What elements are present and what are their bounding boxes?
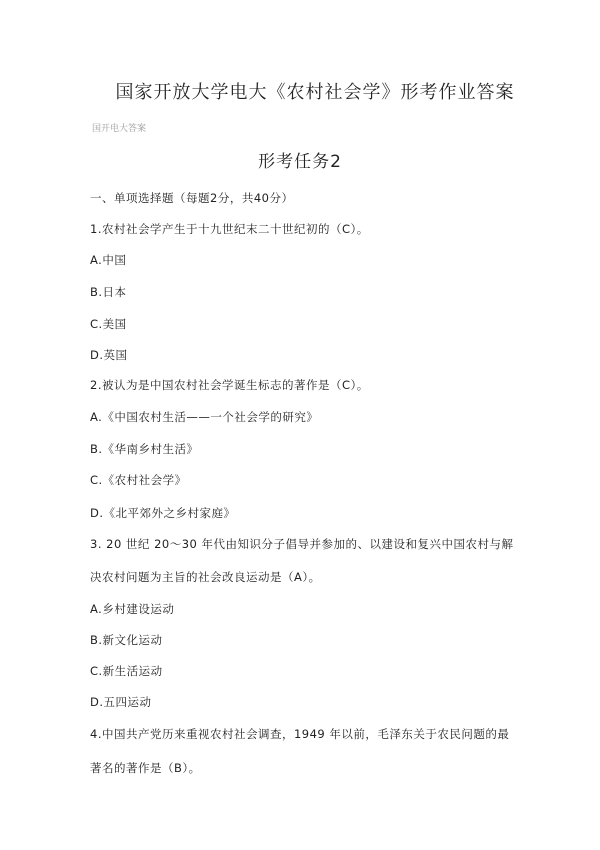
question-1-option-d: D.英国 <box>90 348 128 362</box>
question-2-option-c: C.《农村社会学》 <box>90 473 187 487</box>
question-3-option-b: B.新文化运动 <box>90 633 163 647</box>
question-1-option-a: A.中国 <box>90 253 127 267</box>
source-tag: 国开电大答案 <box>92 124 147 134</box>
question-2-option-a: A.《中国农村生活——一个社会学的研究》 <box>90 410 319 424</box>
question-1-stem: 1.农村社会学产生于十九世纪末二十世纪初的（C）。 <box>90 222 369 236</box>
question-3-option-c: C.新生活运动 <box>90 664 163 678</box>
question-2-option-d: D.《北平郊外之乡村家庭》 <box>90 506 236 520</box>
question-3-stem-line1: 3. 20 世纪 20～30 年代由知识分子倡导并参加的、以建设和复兴中国农村与解 <box>90 537 514 551</box>
question-3-option-d: D.五四运动 <box>90 695 152 709</box>
question-1-option-c: C.美国 <box>90 317 127 331</box>
question-1-option-b: B.日本 <box>90 285 127 299</box>
question-2-option-b: B.《华南乡村生活》 <box>90 442 199 456</box>
question-4-stem-line1: 4.中国共产党历来重视农村社会调查，1949 年以前，毛泽东关于农民问题的最 <box>90 727 510 741</box>
question-3-option-a: A.乡村建设运动 <box>90 602 175 616</box>
question-3-stem-line2: 决农村问题为主旨的社会改良运动是（A）。 <box>90 570 321 584</box>
document-title: 国家开放大学电大《农村社会学》形考作业答案 <box>115 82 515 103</box>
question-4-stem-line2: 著名的著作是（B）。 <box>90 761 201 775</box>
question-2-stem: 2.被认为是中国农村社会学诞生标志的著作是（C）。 <box>90 378 369 392</box>
section-heading: 一、单项选择题（每题2分，共40分） <box>90 191 294 205</box>
task-title: 形考任务2 <box>258 152 342 172</box>
